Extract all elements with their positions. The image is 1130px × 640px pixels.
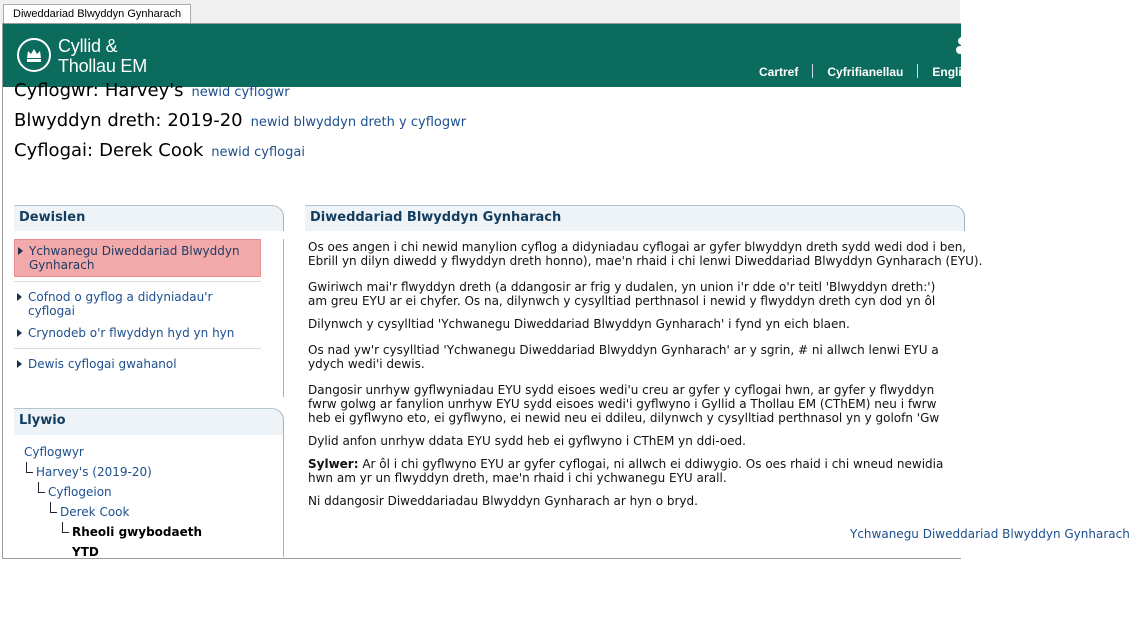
nav-english-link[interactable]: English bbox=[932, 65, 976, 79]
menu-item-label: Dewis cyflogai gwahanol bbox=[28, 357, 177, 371]
text-line: Ar ôl i chi gyflwyno EYU ar gyfer cyflogai, ni allwch ei ddiwygio. Os oes rhaid i chi wneud newidia bbox=[358, 457, 944, 471]
text-line: Os oes angen i chi newid manylion cyflog a didyniadau cyflogai ar gyfer blwyddyn dreth sydd wedi dod i ben, bbox=[308, 240, 967, 254]
employer-row bbox=[14, 80, 466, 110]
employment-summary bbox=[14, 80, 466, 170]
logo-line-1: Cyllid & bbox=[58, 36, 118, 56]
paragraph-check-year bbox=[308, 280, 968, 308]
menu-divider bbox=[14, 281, 261, 282]
nav-divider bbox=[812, 64, 813, 78]
crumb-label: Derek Cook bbox=[60, 505, 130, 519]
nav-home-link[interactable]: Cartref bbox=[759, 65, 799, 79]
menu-item-ytd-summary[interactable] bbox=[14, 322, 261, 344]
paragraph-send-data: Dylid anfon unrhyw ddata EYU sydd heb ei gyflwyno i CThEM yn ddi-oed. bbox=[308, 434, 746, 448]
paragraph-intro bbox=[308, 240, 983, 268]
employee-row bbox=[14, 140, 466, 170]
hmrc-logo-text[interactable] bbox=[58, 36, 147, 76]
taxyear-value: 2019-20 bbox=[167, 110, 243, 131]
top-navigation bbox=[745, 64, 979, 79]
site-header bbox=[3, 24, 976, 87]
employer-label: Cyflogwr: bbox=[14, 80, 99, 101]
add-eyu-link[interactable]: Ychwanegu Diweddariad Blwyddyn Gynharach bbox=[850, 527, 1130, 541]
change-employee-link[interactable]: newid cyflogai bbox=[211, 145, 305, 160]
text-line: Dangosir unrhyw gyflwyniadau EYU sydd eisoes wedi'u creu ar gyfer y cyflogai hwn, ar gyfer y flwyddyn bbox=[308, 383, 935, 397]
menu-item-label: Cofnod o gyflog a didyniadau'r cyflogai bbox=[28, 290, 213, 318]
tree-elbow-icon bbox=[26, 462, 33, 473]
arrow-right-icon bbox=[17, 293, 22, 301]
text-line: Ebrill yn dilyn diwedd y flwyddyn dreth honno), mae'n rhaid i chi lenwi Diweddariad Blwyddyn Gynharach (EYU). bbox=[308, 254, 983, 268]
menu-panel bbox=[14, 205, 284, 397]
tree-elbow-icon bbox=[38, 482, 45, 493]
navigation-title: Llywio bbox=[14, 408, 284, 435]
text-line: am greu EYU ar ei chyfer. Os na, dilynwch y cysylltiad perthnasol i newid y flwyddyn dreth cyn dod yn ôl bbox=[308, 294, 936, 308]
menu-item-label: Ychwanegu Diweddariad Blwyddyn Gynharach bbox=[29, 244, 240, 272]
change-employer-link[interactable]: newid cyflogwr bbox=[191, 85, 290, 100]
paragraph-no-updates: Ni ddangosir Diweddariadau Blwyddyn Gynharach ar hyn o bryd. bbox=[308, 494, 698, 508]
crumb-manage-info bbox=[72, 525, 202, 539]
browser-tabstrip bbox=[0, 0, 960, 24]
menu-item-label: Crynodeb o'r flwyddyn hyd yn hyn bbox=[28, 326, 235, 340]
menu-list bbox=[14, 239, 284, 397]
paragraph-no-link bbox=[308, 343, 968, 371]
crumb-ytd: YTD bbox=[72, 545, 99, 559]
crumb-label: Harvey's (2019-20) bbox=[36, 465, 152, 479]
menu-item-pay-record[interactable] bbox=[14, 286, 261, 322]
change-taxyear-link[interactable]: newid blwyddyn dreth y cyflogwr bbox=[250, 115, 467, 130]
arrow-right-icon bbox=[18, 247, 23, 255]
logo-line-2: Thollau EM bbox=[58, 56, 148, 76]
paragraph-follow-link: Dilynwch y cysylltiad 'Ychwanegu Diweddariad Blwyddyn Gynharach' i fynd yn eich blaen. bbox=[308, 317, 850, 331]
menu-item-choose-employee[interactable] bbox=[14, 353, 261, 375]
employee-value: Derek Cook bbox=[99, 140, 204, 161]
arrow-right-icon bbox=[17, 360, 22, 368]
arrow-right-icon bbox=[17, 329, 22, 337]
crown-logo-icon[interactable] bbox=[17, 38, 51, 72]
content-body bbox=[308, 240, 983, 520]
browser-tab[interactable]: Diweddariad Blwyddyn Gynharach bbox=[3, 4, 191, 24]
nav-calculators-link[interactable]: Cyfrifianellau bbox=[827, 65, 904, 79]
navigation-tree bbox=[14, 435, 284, 557]
nav-divider bbox=[917, 64, 918, 78]
navigation-panel bbox=[14, 408, 284, 557]
text-line: Gwiriwch mai'r flwyddyn dreth (a ddangosir ar frig y dudalen, yn union i'r dde o'r teitl 'Blwyddyn dreth:') bbox=[308, 280, 936, 294]
crumb-employee[interactable] bbox=[60, 505, 129, 519]
paragraph-existing-eyu bbox=[308, 383, 968, 425]
crumb-label: Rheoli gwybodaeth bbox=[72, 525, 203, 539]
taxyear-label: Blwyddyn dreth: bbox=[14, 110, 162, 131]
text-line: ydych wedi'i dewis. bbox=[308, 357, 425, 371]
crumb-label: Cyflogeion bbox=[48, 485, 112, 499]
employee-label: Cyflogai: bbox=[14, 140, 94, 161]
employer-value: Harvey's bbox=[104, 80, 184, 101]
text-line: hwn am yr un flwyddyn dreth, mae'n rhaid i chi ychwanegu EYU arall. bbox=[308, 471, 727, 485]
tree-elbow-icon bbox=[62, 522, 69, 533]
tree-elbow-icon bbox=[50, 502, 57, 513]
user-icon bbox=[955, 36, 969, 54]
menu-title: Dewislen bbox=[14, 205, 284, 231]
content-title: Diweddariad Blwyddyn Gynharach bbox=[305, 205, 965, 231]
text-line: fwrw golwg ar fanylion unrhyw EYU sydd eisoes wedi'i gyflwyno i Gyllid a Thollau EM (CThEM) neu i fwrw bbox=[308, 397, 937, 411]
crumb-employers[interactable]: Cyflogwyr bbox=[24, 445, 84, 459]
taxyear-row bbox=[14, 110, 466, 140]
menu-divider bbox=[14, 348, 261, 349]
note-label: Sylwer: bbox=[308, 457, 359, 471]
menu-item-add-eyu[interactable] bbox=[14, 239, 261, 277]
paragraph-note bbox=[308, 457, 968, 485]
text-line: heb ei gyflwyno eto, ei gyflwyno, ei newid neu ei ddileu, dilynwch y cysylltiad perthnasol yn y golofn 'Gw bbox=[308, 411, 940, 425]
crumb-employees[interactable] bbox=[48, 485, 112, 499]
text-line: Os nad yw'r cysylltiad 'Ychwanegu Diweddariad Blwyddyn Gynharach' ar y sgrin, # ni allwch lenwi EYU a bbox=[308, 343, 939, 357]
crumb-employer[interactable] bbox=[36, 465, 152, 479]
